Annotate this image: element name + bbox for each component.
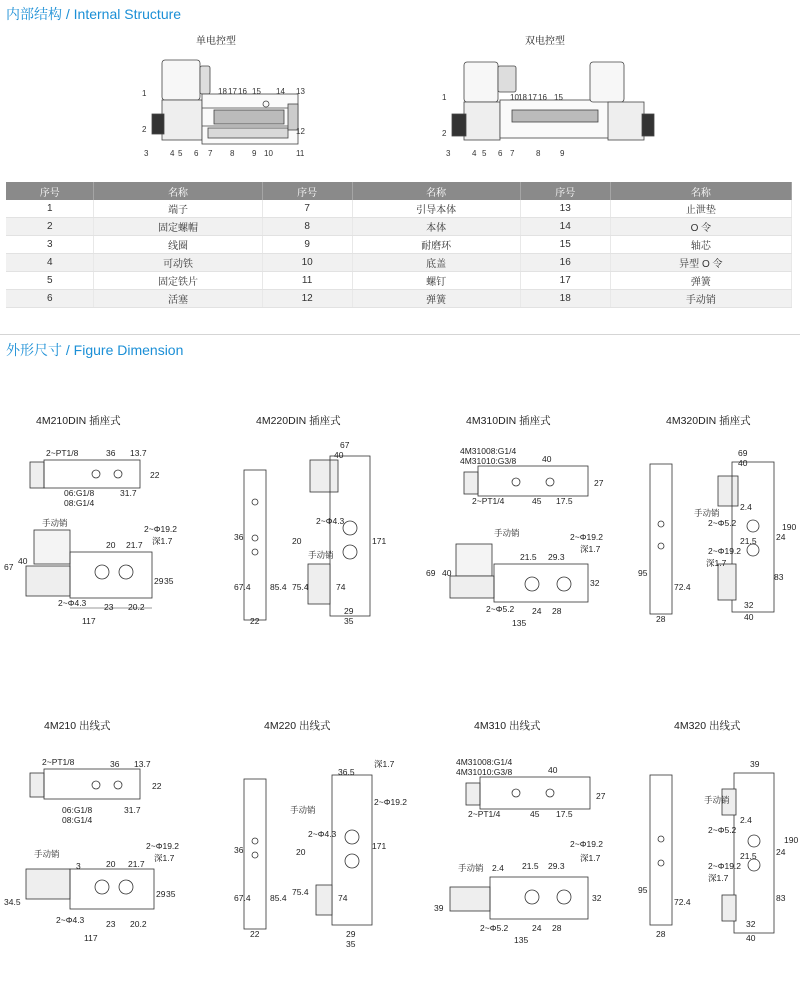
dim-29-3: 29.3	[548, 552, 565, 562]
label-hand-pin: 手动销	[290, 805, 316, 815]
label-deep: 深1.7	[708, 873, 729, 883]
dim-40: 40	[334, 450, 344, 460]
callout-4: 4	[170, 149, 175, 158]
dim-69: 69	[738, 448, 748, 458]
callout-8: 8	[230, 149, 235, 158]
label-phi4-3: 2~Φ4.3	[308, 829, 337, 839]
dim-72-4: 72.4	[674, 582, 691, 592]
dim-24: 24	[532, 606, 542, 616]
dim-31-7: 31.7	[124, 805, 141, 815]
dim-83: 83	[776, 893, 786, 903]
dim-24: 24	[532, 923, 542, 933]
figure-title-4m210: 4M210 出线式	[44, 720, 111, 732]
dim-23: 23	[106, 919, 116, 929]
figure-title-4m220din: 4M220DIN 插座式	[256, 415, 341, 427]
callout-16: 16	[238, 87, 247, 96]
label-pt18: 2~PT1/8	[42, 757, 75, 767]
label-pt14: 2~PT1/4	[468, 809, 501, 819]
dim-35: 35	[164, 576, 174, 586]
d-callout-4: 4	[472, 149, 477, 158]
drawing-4m320	[620, 745, 798, 985]
callout-13: 13	[296, 87, 305, 96]
d-callout-16: 16	[538, 93, 547, 102]
d-callout-17: 17	[528, 93, 537, 102]
dim-36: 36	[106, 448, 116, 458]
dim-28: 28	[552, 606, 562, 616]
double-solenoid-section-drawing	[440, 52, 660, 164]
col-no-3: 序号	[520, 182, 610, 200]
dim-45: 45	[532, 496, 542, 506]
d-callout-18: 18	[518, 93, 527, 102]
dim-2-4: 2.4	[492, 863, 504, 873]
dim-22: 22	[150, 470, 160, 480]
dim-74: 74	[336, 582, 346, 592]
label-phi5-2: 2~Φ5.2	[708, 825, 737, 835]
dim-95: 95	[638, 885, 648, 895]
dim-22: 22	[152, 781, 162, 791]
table-row: 1 端子 7 引导本体 13 止泄垫	[6, 200, 792, 218]
label-phi19-2: 2~Φ19.2	[708, 861, 742, 871]
figure-title-4m320din: 4M320DIN 插座式	[666, 415, 751, 427]
d-callout-10: 10	[510, 93, 519, 102]
d-callout-1: 1	[442, 93, 447, 102]
dim-21-5: 21.5	[740, 536, 757, 546]
dim-75-4: 75.4	[292, 582, 309, 592]
dim-83: 83	[774, 572, 784, 582]
dim-17-5: 17.5	[556, 496, 573, 506]
label-hand-pin: 手动销	[694, 508, 720, 518]
drawing-4m310	[420, 745, 610, 985]
dim-36: 36	[234, 532, 244, 542]
d-callout-7: 7	[510, 149, 515, 158]
dim-40: 40	[548, 765, 558, 775]
label-deep: 深1.7	[580, 853, 601, 863]
dim-21-5: 21.5	[522, 861, 539, 871]
label-deep: 深1.7	[706, 558, 727, 568]
callout-7: 7	[208, 149, 213, 158]
dim-40: 40	[18, 556, 28, 566]
parts-table	[6, 182, 792, 308]
dim-21-5: 21.5	[520, 552, 537, 562]
dim-45: 45	[530, 809, 540, 819]
dim-135: 135	[512, 618, 527, 628]
label-deep: 深1.7	[154, 853, 175, 863]
label-phi4-3: 2~Φ4.3	[58, 598, 87, 608]
single-solenoid-label: 单电控型	[196, 36, 236, 47]
table-row: 4 可动铁 10 底盖 16 异型 O 令	[6, 254, 792, 272]
dim-28: 28	[552, 923, 562, 933]
dim-69: 69	[426, 568, 436, 578]
label-hand-pin: 手动销	[704, 795, 730, 805]
dim-40: 40	[746, 933, 756, 943]
dim-67: 67	[340, 440, 350, 450]
label-g18: 06:G1/8	[64, 488, 95, 498]
figure-title-4m220: 4M220 出线式	[264, 720, 331, 732]
drawing-4m210	[0, 745, 200, 985]
d-callout-9: 9	[560, 149, 565, 158]
dim-28: 28	[656, 614, 666, 624]
label-g14: 08:G1/4	[62, 815, 93, 825]
dim-67: 67	[4, 562, 14, 572]
dim-21-7: 21.7	[126, 540, 143, 550]
dim-21-5: 21.5	[740, 851, 757, 861]
dim-22: 22	[250, 616, 260, 626]
dim-135: 135	[514, 935, 529, 945]
single-solenoid-section-drawing	[138, 52, 318, 164]
dim-27: 27	[594, 478, 604, 488]
dim-24: 24	[776, 532, 786, 542]
dim-32: 32	[592, 893, 602, 903]
dim-36: 36	[110, 759, 120, 769]
label-phi19-2: 2~Φ19.2	[146, 841, 180, 851]
dim-35: 35	[166, 889, 176, 899]
dim-190: 190	[782, 522, 797, 532]
dim-32: 32	[590, 578, 600, 588]
dim-24: 24	[776, 847, 786, 857]
dim-117: 117	[82, 616, 96, 626]
dim-75-4: 75.4	[292, 887, 309, 897]
internal-structure-title: 内部结构 / Internal Structure	[6, 6, 182, 22]
dim-20: 20	[292, 536, 302, 546]
col-no-1: 序号	[6, 182, 94, 200]
label-phi19-2: 2~Φ19.2	[570, 532, 604, 542]
dim-29: 29	[344, 606, 354, 616]
col-no-2: 序号	[262, 182, 352, 200]
callout-12: 12	[296, 127, 305, 136]
callout-1: 1	[142, 89, 147, 98]
col-name-2: 名称	[352, 182, 520, 200]
label-hand-pin: 手动销	[458, 863, 484, 873]
label-phi19-2: 2~Φ19.2	[144, 524, 178, 534]
drawing-4m210din	[0, 440, 200, 630]
dim-17-5: 17.5	[556, 809, 573, 819]
dim-95: 95	[638, 568, 648, 578]
dim-85-4: 85.4	[270, 893, 287, 903]
figure-title-4m210din: 4M210DIN 插座式	[36, 415, 121, 427]
dim-20-2: 20.2	[130, 919, 147, 929]
table-row: 2 固定螺帽 8 本体 14 O 令	[6, 218, 792, 236]
dim-2-4: 2.4	[740, 502, 752, 512]
dim-13-7: 13.7	[134, 759, 151, 769]
dim-2-4: 2.4	[740, 815, 752, 825]
drawing-4m220din	[220, 440, 390, 630]
dim-190: 190	[784, 835, 799, 845]
label-g14: 08:G1/4	[64, 498, 95, 508]
drawing-4m310din	[420, 440, 610, 630]
label-hand-pin: 手动销	[42, 518, 68, 528]
label-hand-pin: 手动销	[34, 849, 60, 859]
dim-35: 35	[344, 616, 354, 626]
dim-36-5: 36.5	[338, 767, 355, 777]
dim-20-2: 20.2	[128, 602, 145, 612]
d-callout-3: 3	[446, 149, 451, 158]
label-4m31010: 4M31010:G3/8	[460, 456, 517, 466]
dim-27: 27	[596, 791, 606, 801]
dim-13-7: 13.7	[130, 448, 147, 458]
label-deep: 深1.7	[152, 536, 173, 546]
callout-3: 3	[144, 149, 149, 158]
dim-40: 40	[738, 458, 748, 468]
callout-6: 6	[194, 149, 199, 158]
dim-40-b: 40	[442, 568, 452, 578]
dim-39: 39	[750, 759, 760, 769]
dim-85-4: 85.4	[270, 582, 287, 592]
callout-14: 14	[276, 87, 285, 96]
dim-22: 22	[250, 929, 260, 939]
callout-15: 15	[252, 87, 261, 96]
d-callout-8: 8	[536, 149, 541, 158]
dim-74: 74	[338, 893, 348, 903]
dim-35: 35	[346, 939, 356, 949]
label-phi19-2: 2~Φ19.2	[374, 797, 408, 807]
figure-title-4m310din: 4M310DIN 插座式	[466, 415, 551, 427]
dim-20: 20	[296, 847, 306, 857]
drawing-4m220	[220, 745, 408, 985]
dim-72-4: 72.4	[674, 897, 691, 907]
label-phi5-2: 2~Φ5.2	[486, 604, 515, 614]
label-phi5-2: 2~Φ5.2	[708, 518, 737, 528]
dim-67-4: 67.4	[234, 582, 251, 592]
callout-5: 5	[178, 149, 183, 158]
dim-3: 3	[76, 861, 81, 871]
label-deep: 深1.7	[580, 544, 601, 554]
label-4m31010: 4M31010:G3/8	[456, 767, 513, 777]
dim-67-4: 67.4	[234, 893, 251, 903]
dim-29: 29	[156, 889, 166, 899]
dim-36: 36	[234, 845, 244, 855]
drawing-4m320din	[620, 440, 798, 630]
dim-171: 171	[372, 536, 387, 546]
d-callout-2: 2	[442, 129, 447, 138]
d-callout-5: 5	[482, 149, 487, 158]
table-row: 5 固定铁片 11 螺钉 17 弹簧	[6, 272, 792, 290]
label-phi19-2: 2~Φ19.2	[708, 546, 742, 556]
dim-29: 29	[346, 929, 356, 939]
dim-21-7: 21.7	[128, 859, 145, 869]
callout-9: 9	[252, 149, 257, 158]
label-hand-pin: 手动销	[494, 528, 520, 538]
dim-32: 32	[744, 600, 754, 610]
d-callout-15: 15	[554, 93, 563, 102]
label-pt18: 2~PT1/8	[46, 448, 79, 458]
figure-dimension-title: 外形尺寸 / Figure Dimension	[6, 342, 184, 358]
figure-title-4m320: 4M320 出线式	[674, 720, 741, 732]
dim-171: 171	[372, 841, 387, 851]
callout-10: 10	[264, 149, 273, 158]
table-row: 3 线圈 9 耐磨环 15 轴芯	[6, 236, 792, 254]
dim-117: 117	[84, 933, 98, 943]
label-phi4-3: 2~Φ4.3	[56, 915, 85, 925]
col-name-3: 名称	[610, 182, 791, 200]
dim-20: 20	[106, 540, 116, 550]
dim-31-7: 31.7	[120, 488, 137, 498]
dim-40: 40	[542, 454, 552, 464]
label-phi19-2: 2~Φ19.2	[570, 839, 604, 849]
label-deep: 深1.7	[374, 759, 395, 769]
dim-29-3: 29.3	[548, 861, 565, 871]
label-phi5-2: 2~Φ5.2	[480, 923, 509, 933]
figure-title-4m310: 4M310 出线式	[474, 720, 541, 732]
d-callout-6: 6	[498, 149, 503, 158]
double-solenoid-label: 双电控型	[525, 36, 565, 47]
label-hand-pin: 手动销	[308, 550, 334, 560]
label-g18: 06:G1/8	[62, 805, 93, 815]
col-name-1: 名称	[94, 182, 262, 200]
dim-23: 23	[104, 602, 114, 612]
label-phi4-3: 2~Φ4.3	[316, 516, 345, 526]
dim-28: 28	[656, 929, 666, 939]
parts-table-header	[6, 182, 792, 200]
dim-39: 39	[434, 903, 444, 913]
label-4m31008: 4M31008:G1/4	[456, 757, 513, 767]
callout-17: 17	[228, 87, 237, 96]
dim-29: 29	[154, 576, 164, 586]
dim-40-b: 40	[744, 612, 754, 622]
callout-2: 2	[142, 125, 147, 134]
dim-34-5: 34.5	[4, 897, 21, 907]
section-divider	[0, 334, 800, 335]
dim-20: 20	[106, 859, 116, 869]
label-pt14: 2~PT1/4	[472, 496, 505, 506]
label-4m31008: 4M31008:G1/4	[460, 446, 517, 456]
dim-32: 32	[746, 919, 756, 929]
table-row: 6 活塞 12 弹簧 18 手动销	[6, 290, 792, 308]
callout-18: 18	[218, 87, 227, 96]
callout-11: 11	[296, 149, 305, 158]
